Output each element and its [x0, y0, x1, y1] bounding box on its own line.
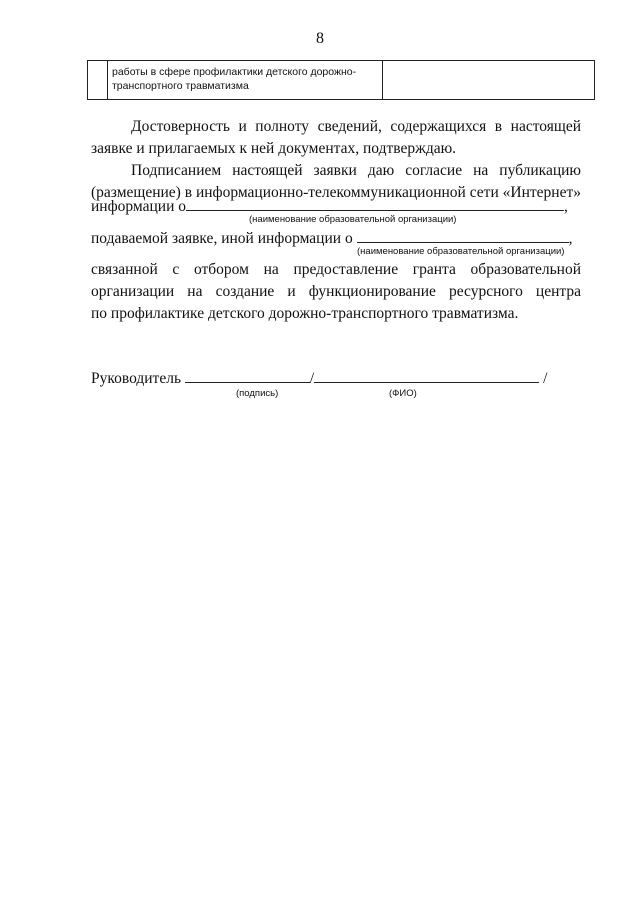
page-number: 8 [316, 30, 324, 47]
full-name-caption: (ФИО) [389, 388, 417, 399]
paragraph-line: заявке и прилагаемых к ней документах, подтверждаю. [91, 140, 457, 157]
signature-end: / [543, 370, 548, 387]
field-end: , [564, 198, 568, 215]
table-cell-text [108, 61, 383, 99]
signature-caption: (подпись) [236, 388, 279, 399]
field-label: подаваемой заявке, иной информации о [91, 230, 353, 247]
signature-label: Руководитель [91, 370, 182, 387]
table-cell-line: транспортного травматизма [112, 80, 249, 92]
paragraph-line: (размещение) в информационно-телекоммуникационной сети «Интернет» [91, 184, 581, 201]
field-label: информации о [91, 198, 186, 215]
paragraph-consent-continued [91, 259, 581, 325]
organization-name-caption-1: (наименование образовательной организации) [249, 214, 457, 225]
organization-name-caption-2: (наименование образовательной организации) [357, 246, 565, 257]
paragraph-line: организации на создание и функционирование ресурсного центра [91, 283, 581, 300]
signature-row [91, 368, 581, 390]
paragraph-line: Достоверность и полноту сведений, содержащихся в настоящей [131, 118, 581, 135]
signature-blank[interactable] [185, 368, 310, 383]
paragraph-line: по профилактике детского дорожно-транспортного травматизма. [91, 305, 519, 322]
signature-separator: / [309, 370, 315, 387]
field-end: , [568, 230, 573, 247]
full-name-blank[interactable] [314, 368, 539, 383]
organization-name-blank-1[interactable] [186, 196, 564, 211]
paragraph-line: Подписанием настоящей заявки даю согласие на публикацию [131, 162, 581, 179]
table-cell-line: работы в сфере профилактики детского дорожно- [112, 66, 357, 78]
paragraph-confirmation [91, 116, 581, 160]
organization-name-blank-2[interactable] [357, 228, 569, 243]
table-fragment [87, 60, 595, 100]
table-cell-empty [88, 61, 108, 99]
paragraph-line: связанной с отбором на предоставление гранта образовательной [91, 261, 581, 278]
